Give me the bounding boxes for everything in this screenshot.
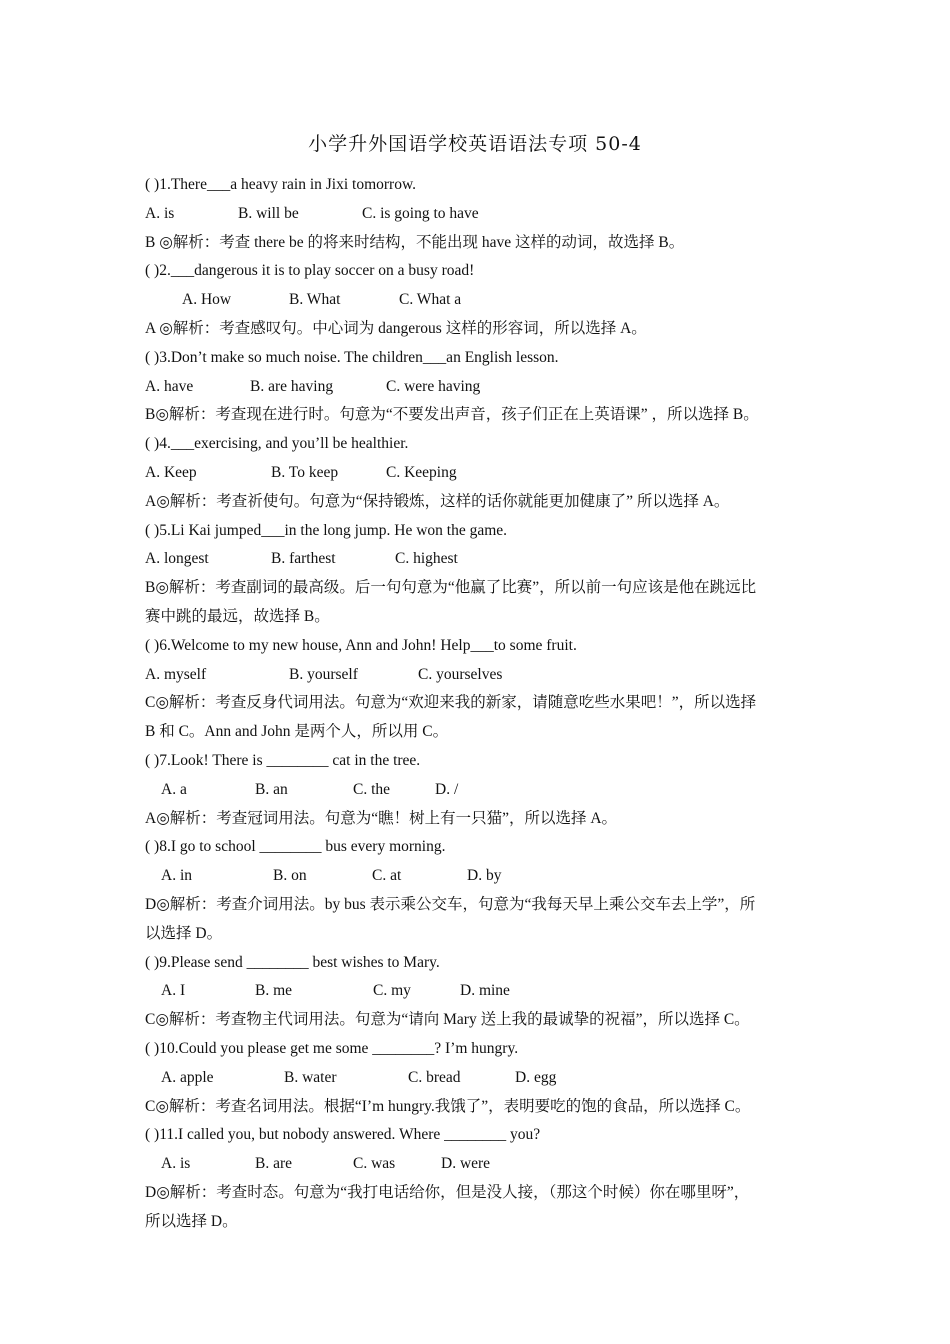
question-block: [145, 949, 810, 1035]
explanation-line: 以选择 D。: [145, 924, 223, 942]
question-stem: ( )5.Li Kai jumped___in the long jump. He won the game.: [145, 521, 508, 539]
option: A. in: [161, 867, 192, 885]
question-block: [145, 1035, 810, 1121]
question-list: [145, 171, 810, 1236]
option: D. /: [435, 780, 459, 798]
option-row: [145, 200, 810, 229]
option: B. What: [289, 291, 341, 309]
option: C. at: [372, 867, 402, 885]
question-stem: ( )2.___dangerous it is to play soccer on a busy road!: [145, 262, 475, 280]
option: C. Keeping: [386, 463, 457, 481]
explanation-line: B 和 C。Ann and John 是两个人，所以用 C。: [145, 723, 449, 741]
explanation-line: C◎解析：考查名词用法。根据“I’m hungry.我饿了”，表明要吃的饱的食品，所以选择 C。: [145, 1097, 751, 1115]
question-block: [145, 747, 810, 833]
option-row: [145, 862, 810, 891]
option: D. were: [441, 1155, 491, 1173]
question-block: [145, 632, 810, 747]
explanation-line: A◎解析：考查冠词用法。句意为“瞧！树上有一只猫”，所以选择 A。: [145, 809, 618, 827]
explanation-line: 赛中跳的最远，故选择 B。: [145, 607, 330, 625]
option-row: [145, 286, 810, 315]
option: D. mine: [460, 982, 510, 1000]
option: B. are having: [250, 377, 334, 395]
option: A. is: [145, 204, 175, 222]
option: A. apple: [161, 1068, 214, 1086]
question-stem: ( )9.Please send ________ best wishes to Mary.: [145, 953, 440, 971]
question-block: [145, 1121, 810, 1236]
option: B. farthest: [271, 550, 336, 568]
question-block: [145, 171, 810, 257]
explanation-line: 所以选择 D。: [145, 1212, 238, 1230]
option-row: [145, 1064, 810, 1093]
option-row: [145, 373, 810, 402]
explanation-line: D◎解析：考查介词用法。by bus 表示乘公交车，句意为“我每天早上乘公交车去上学”，所: [145, 895, 756, 913]
option: A. have: [145, 377, 194, 395]
explanation-line: A ◎解析：考查感叹句。中心词为 dangerous 这样的形容词，所以选择 A。: [145, 319, 647, 337]
option: B. water: [284, 1068, 337, 1086]
explanation-line: B ◎解析：考查 there be 的将来时结构，不能出现 have 这样的动词，故选择 B。: [145, 233, 685, 251]
explanation-line: C◎解析：考查反身代词用法。句意为“欢迎来我的新家，请随意吃些水果吧！”，所以选择: [145, 694, 757, 712]
option: C. What a: [399, 291, 462, 309]
option: C. yourselves: [418, 665, 503, 683]
option: B. on: [273, 867, 307, 885]
question-stem: ( )10.Could you please get me some ________? I’m hungry.: [145, 1039, 519, 1057]
option: A. I: [161, 982, 186, 1000]
option-row: [145, 459, 810, 488]
option: D. by: [467, 867, 502, 885]
option: C. is going to have: [362, 204, 479, 222]
option: C. were having: [386, 377, 481, 395]
option: A. myself: [145, 665, 207, 683]
option: B. To keep: [271, 463, 339, 481]
option: A. Keep: [145, 463, 197, 481]
option: B. yourself: [289, 665, 358, 683]
option: A. longest: [145, 550, 209, 568]
question-stem: ( )11.I called you, but nobody answered. Where ________ you?: [145, 1126, 541, 1144]
explanation-line: C◎解析：考查物主代词用法。句意为“请向 Mary 送上我的最诚挚的祝福”，所以选择 C。: [145, 1011, 750, 1029]
question-stem: ( )8.I go to school ________ bus every morning.: [145, 838, 446, 856]
question-block: [145, 430, 810, 516]
explanation-line: A◎解析：考查祈使句。句意为“保持锻炼，这样的话你就能更加健康了” 所以选择 A。: [145, 492, 730, 510]
option: D. egg: [515, 1068, 557, 1086]
option: C. was: [353, 1155, 396, 1173]
question-block: [145, 257, 810, 343]
option-row: [145, 776, 810, 805]
question-stem: ( )1.There___a heavy rain in Jixi tomorrow.: [145, 176, 417, 193]
option-row: [145, 977, 810, 1006]
option: C. my: [373, 982, 411, 1000]
option: B. me: [255, 982, 293, 1000]
explanation-line: B◎解析：考查现在进行时。句意为“不要发出声音，孩子们正在上英语课” ，所以选择 B。: [145, 406, 759, 424]
explanation-line: D◎解析：考查时态。句意为“我打电话给你，但是没人接，（那这个时候）你在哪里呀”，: [145, 1183, 750, 1201]
question-stem: ( )4.___exercising, and you’ll be healthier.: [145, 435, 409, 453]
option-row: [145, 661, 810, 690]
question-stem: ( )3.Don’t make so much noise. The children___an English lesson.: [145, 348, 559, 366]
option: A. is: [161, 1155, 191, 1173]
option: B. will be: [238, 204, 299, 222]
explanation-line: B◎解析：考查副词的最高级。后一句句意为“他赢了比赛”，所以前一句应该是他在跳远比: [145, 579, 757, 597]
option: A. How: [182, 291, 232, 309]
question-block: [145, 517, 810, 632]
question-block: [145, 344, 810, 430]
option: C. the: [353, 780, 391, 798]
option-row: [145, 545, 810, 574]
question-block: [145, 833, 810, 948]
page-title: 小学升外国语学校英语语法专项 50-4: [308, 133, 642, 155]
option: B. an: [255, 780, 288, 798]
option: A. a: [161, 780, 187, 798]
option: C. highest: [395, 550, 458, 568]
option-row: [145, 1150, 810, 1179]
question-stem: ( )7.Look! There is ________ cat in the tree.: [145, 751, 421, 769]
option: B. are: [255, 1155, 293, 1173]
question-stem: ( )6.Welcome to my new house, Ann and John! Help___to some fruit.: [145, 636, 577, 654]
option: C. bread: [408, 1068, 461, 1086]
